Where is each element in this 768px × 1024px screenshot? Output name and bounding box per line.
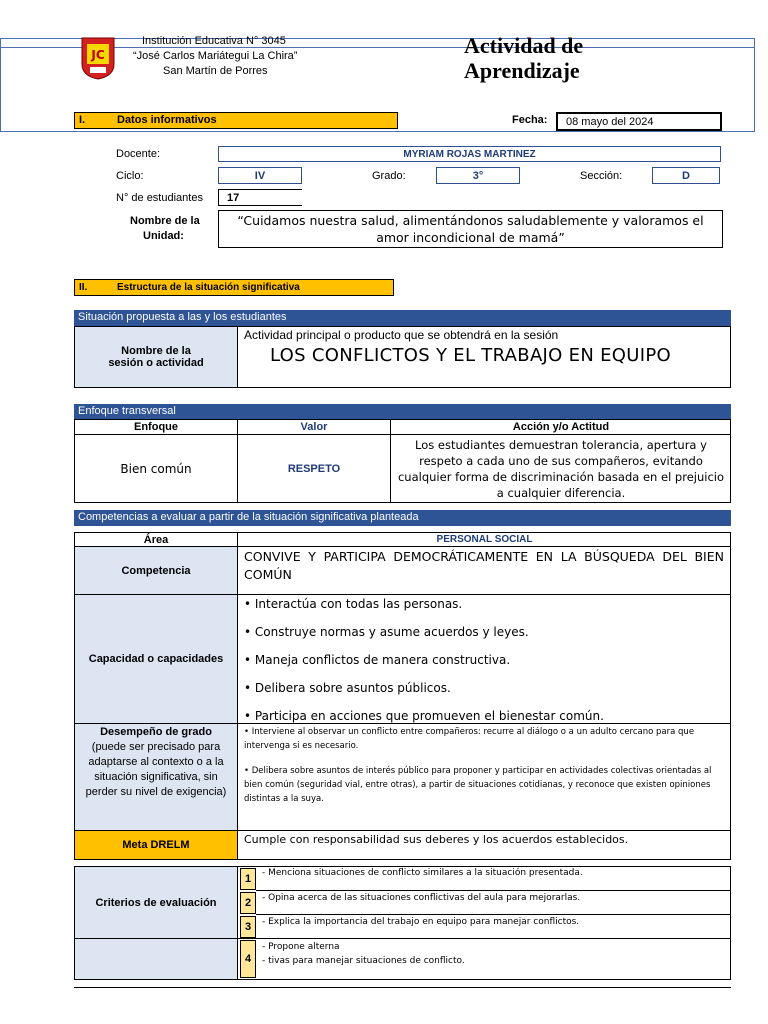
criterio-2-number: 2 bbox=[240, 892, 256, 914]
grado-field[interactable]: 3° bbox=[436, 167, 520, 184]
competencia-value: CONVIVE Y PARTICIPA DEMOCRÁTICAMENTE EN LA BÚSQUEDA DEL BIEN COMÚN bbox=[244, 549, 724, 582]
criterio-1-number: 1 bbox=[240, 868, 256, 890]
desempeno-text-1: • Interviene al observar un conflicto entre compañeros: recurre al diálogo o a un adulto cercano para que intervenga si es necesario. bbox=[244, 727, 695, 751]
doc-title-1: Actividad de bbox=[464, 33, 584, 58]
section-1-label: Datos informativos bbox=[117, 114, 217, 126]
docente-label: Docente: bbox=[116, 148, 161, 160]
unidad-field[interactable]: “Cuidamos nuestra salud, alimentándonos saludablemente y valoramos el amor incondicional de mamá” bbox=[218, 210, 723, 248]
enfoque-value: Bien común bbox=[120, 461, 192, 476]
capacidad-item-2: • Construye normas y asume acuerdos y leyes. bbox=[244, 625, 529, 639]
ciclo-label: Ciclo: bbox=[116, 170, 144, 182]
estudiantes-field[interactable]: 17 bbox=[218, 189, 302, 206]
situacion-divider bbox=[237, 326, 238, 388]
situacion-left-1: Nombre de la bbox=[121, 345, 191, 357]
accion-value: Los estudiantes demuestran tolerancia, apertura y respeto a cada uno de sus compañeros, evitando cualquier forma de discriminación basada en el prejuicio a cualquier diferencia. bbox=[397, 437, 725, 500]
criterios-divider bbox=[237, 866, 238, 980]
capacidad-item-4: • Delibera sobre asuntos públicos. bbox=[244, 681, 451, 695]
situacion-bar: Situación propuesta a las y los estudiantes bbox=[74, 310, 731, 326]
valor-value: RESPETO bbox=[287, 462, 341, 475]
unidad-label-2: Unidad: bbox=[143, 230, 184, 242]
criterios-label: Criterios de evaluación bbox=[75, 867, 237, 938]
enfoque-col-1: Enfoque bbox=[134, 421, 178, 433]
school-district: San Martín de Porres bbox=[163, 65, 268, 77]
enfoque-col-3: Acción y/o Actitud bbox=[512, 421, 610, 433]
bottom-rule bbox=[74, 987, 731, 988]
section-1-bar bbox=[74, 112, 398, 129]
criterio-3-text: - Explica la importancia del trabajo en equipo para manejar conflictos. bbox=[262, 917, 580, 927]
criterio-line-2 bbox=[256, 914, 731, 915]
criterio-line-1 bbox=[256, 890, 731, 891]
seccion-field[interactable]: D bbox=[652, 167, 720, 184]
session-title: LOS CONFLICTOS Y EL TRABAJO EN EQUIPO bbox=[270, 345, 671, 366]
ciclo-field[interactable]: IV bbox=[218, 167, 302, 184]
meta-label: Meta DRELM bbox=[75, 831, 237, 859]
situacion-left-cell bbox=[75, 327, 237, 387]
school-subname: “José Carlos Mariátegui La Chira” bbox=[133, 50, 298, 62]
estudiantes-label: N° de estudiantes bbox=[116, 192, 203, 204]
seccion-label: Sección: bbox=[580, 170, 623, 182]
capacidad-item-3: • Maneja conflictos de manera constructiva. bbox=[244, 653, 511, 667]
unidad-label-1: Nombre de la bbox=[130, 215, 200, 227]
section-2-num: II. bbox=[79, 282, 88, 293]
situacion-left-2: sesión o actividad bbox=[108, 357, 204, 369]
desempeno-label: Desempeño de grado bbox=[100, 726, 212, 738]
criterios-extra-cell bbox=[75, 938, 237, 979]
doc-title-2: Aprendizaje bbox=[464, 58, 580, 83]
criterio-1-text: - Menciona situaciones de conflicto similares a la situación presentada. bbox=[262, 868, 583, 878]
criterio-line-3 bbox=[237, 938, 731, 939]
school-logo bbox=[80, 36, 116, 80]
docente-field[interactable]: MYRIAM ROJAS MARTINEZ bbox=[218, 146, 721, 162]
fecha-field[interactable]: 08 mayo del 2024 bbox=[556, 112, 722, 131]
fecha-label: Fecha: bbox=[512, 114, 548, 126]
desempeno-text-2: • Delibera sobre asuntos de interés público para proponer y participar en actividades colectivas orientadas al bien común (seguridad vial, entre otras), a partir de situaciones cotidianas, y reconoce que existen opiniones distintas a la suya. bbox=[244, 766, 712, 804]
criterio-4-number: 4 bbox=[240, 940, 256, 978]
enfoque-bar: Enfoque transversal bbox=[74, 404, 731, 420]
section-1-num: I. bbox=[79, 114, 86, 126]
capacidad-item-1: • Interactúa con todas las personas. bbox=[244, 597, 463, 611]
situacion-caption: Actividad principal o producto que se obtendrá en la sesión bbox=[244, 328, 559, 342]
school-name: Institución Educativa N° 3045 bbox=[142, 35, 286, 47]
criterio-4-text-2: - tivas para manejar situaciones de conflicto. bbox=[262, 956, 465, 966]
area-value: PERSONAL SOCIAL bbox=[436, 534, 533, 545]
enfoque-col-2: Valor bbox=[300, 421, 328, 433]
area-label: Área bbox=[143, 533, 169, 546]
competencia-label: Competencia bbox=[75, 547, 237, 594]
meta-value: Cumple con responsabilidad sus deberes y los acuerdos establecidos. bbox=[244, 833, 629, 846]
criterio-4-text-1: - Propone alterna bbox=[262, 942, 340, 952]
svg-text:JC: JC bbox=[91, 48, 105, 62]
criterio-2-text: - Opina acerca de las situaciones conflictivas del aula para mejorarlas. bbox=[262, 893, 581, 903]
capacidad-item-5: • Participa en acciones que promueven el bienestar común. bbox=[244, 709, 604, 723]
comp-divider bbox=[237, 532, 238, 860]
competencias-bar: Competencias a evaluar a partir de la situación significativa planteada bbox=[74, 510, 731, 526]
section-2-label: Estructura de la situación significativa bbox=[117, 282, 300, 293]
criterio-3-number: 3 bbox=[240, 916, 256, 938]
desempeno-sub: (puede ser precisado para adaptarse al contexto o a la situación significativa, sin perder su nivel de exigencia) bbox=[85, 741, 227, 798]
section-2-bar bbox=[74, 279, 394, 296]
capacidad-label: Capacidad o capacidades bbox=[75, 595, 237, 723]
grado-label: Grado: bbox=[372, 170, 406, 182]
